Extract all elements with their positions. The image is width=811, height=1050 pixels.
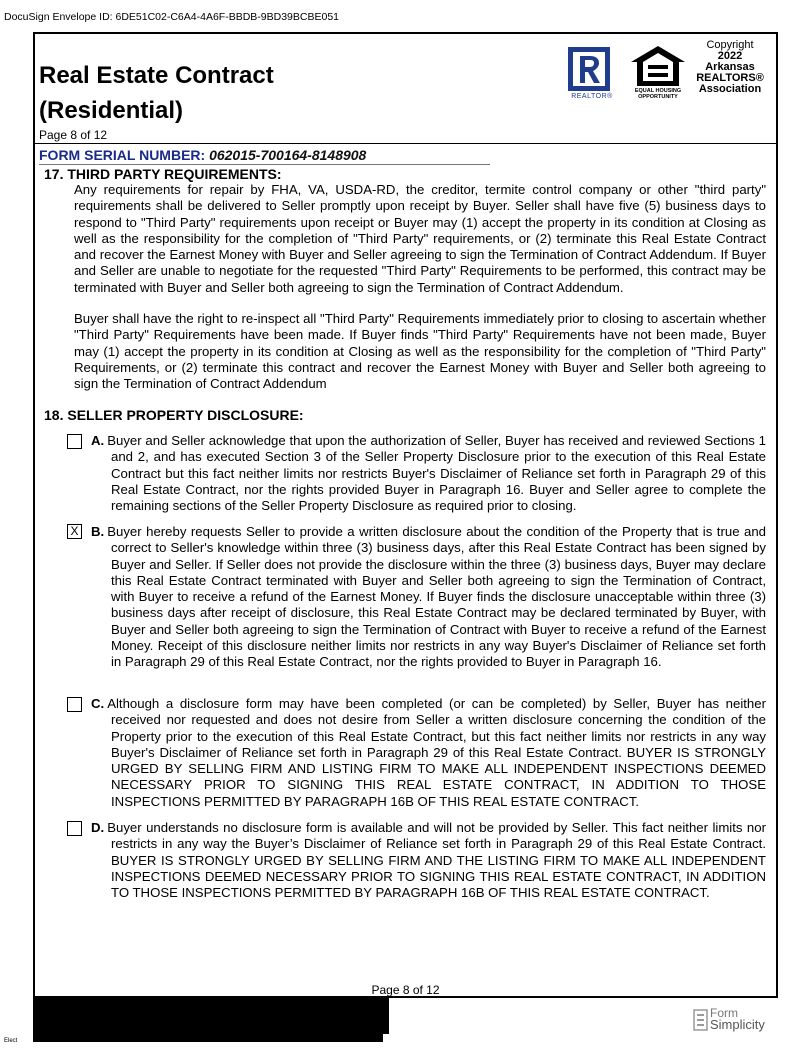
option-d-text: Buyer understands no disclosure form is available and will not be provided by Seller. This fact neither limits nor restricts in any way the Buyer’s Disclaimer of Reliance set forth in Paragraph 29 of this Real Estate Contract. BUYER IS STRONGLY URGED BY SELLING FIRM AND THE LISTING FIRM TO MAKE ALL INDEPENDENT INSPECTIONS DEEMED NECESSARY PRIOR TO SIGNING THIS REAL ESTATE CONTRACT, IN ADDITION TO THOSE INSPECTIONS PERMITTED BY PARAGRAPH 16B OF THIS REAL ESTATE CONTRACT. [107,820,766,901]
elect-caption: Elect [4,1038,18,1044]
form-serial-number [39,147,366,163]
form-serial-value: 062015-700164-8148908 [209,147,367,163]
equal-housing-line1: EQUAL HOUSING [634,88,682,94]
section-18-heading: 18. SELLER PROPERTY DISCLOSURE: [44,407,304,423]
copyright-association: Association [698,83,762,95]
document-title-line1: Real Estate Contract [39,62,274,89]
equal-housing-caption [624,88,692,100]
form-simplicity-icon [693,1009,709,1031]
option-c [91,696,766,810]
option-d-letter: D. [91,820,105,835]
option-a-letter: A. [91,433,105,448]
option-a-checkbox[interactable] [67,434,82,449]
option-b-text: Buyer hereby requests Seller to provide a written disclosure about the condition of the Property that is true and correct to Seller's knowledge within three (3) business days, after this Real Estate Contract has been signed by Buyer and Seller. If Seller does not provide the disclosure within the three (3) business days, Buyer may declare this Real Estate Contract terminated with Buyer and Seller both agreeing to sign the Termination of Contract, with Buyer to receive a refund of the Earnest Money. If Buyer finds the disclosure unacceptable within three (3) business days after receipt of disclosure, this Real Estate Contract may be declared terminated by Buyer, with Buyer and Seller both agreeing to sign the Termination of Contract with Buyer to receive a refund of the Earnest Money. Receipt of this disclosure neither limits nor restricts in any way Buyer's Disclaimer of Reliance set forth in Paragraph 29 of this Real Estate Contract, nor the rights provided to Buyer in Paragraph 16. [107,524,766,670]
document-title-line2: (Residential) [39,97,184,124]
redaction-strip [33,1034,383,1042]
form-serial-label: FORM SERIAL NUMBER: [39,147,210,163]
copyright-block [694,40,766,95]
option-d-checkbox[interactable] [67,821,82,836]
page-number-bottom: Page 8 of 12 [371,983,440,997]
header-divider [35,143,776,144]
realtor-logo-icon [568,47,610,91]
option-c-text: Although a disclosure form may have been completed (or can be completed) by Seller, Buyer has neither received nor requested and does not desire from Seller a written disclosure concerning the condition of the Property prior to the execution of this Real Estate Contract, but this fact neither limits nor restricts in any way Buyer's Disclaimer of Reliance set forth in Paragraph 29 of this Real Estate Contract. BUYER IS STRONGLY URGED BY SELLING FIRM AND LISTING FIRM TO MAKE ALL INDEPENDENT INSPECTIONS DEEMED NECESSARY PRIOR TO SIGNING THIS REAL ESTATE CONTRACT, IN ADDITION TO THOSE INSPECTIONS PERMITTED BY PARAGRAPH 16B OF THIS REAL ESTATE CONTRACT. [107,696,766,809]
option-b-checkbox[interactable]: X [67,524,82,539]
copyright-year: 2022 [717,50,743,62]
equal-housing-icon [628,44,688,88]
option-a-text: Buyer and Seller acknowledge that upon the authorization of Seller, Buyer has received and reviewed Sections 1 and 2, and has executed Section 3 of the Seller Property Disclosure prior to the execution of this Real Estate Contract but this fact neither limits nor restricts Buyer's Disclaimer of Reliance set forth in Paragraph 29 of this Real Estate Contract, nor the rights provided Buyer in Paragraph 16. Buyer and Seller agree to complete the remaining sections of the Seller Property Disclosure as required prior to closing. [107,433,766,514]
equal-housing-line2: OPPORTUNITY [638,94,678,100]
serial-underline [39,164,490,165]
copyright-label: Copyright [706,39,754,51]
redaction-block [33,998,389,1034]
page-number-top: Page 8 of 12 [39,128,108,142]
option-b [91,524,766,671]
option-b-letter: B. [91,524,105,539]
section-17-paragraph-2: Buyer shall have the right to re-inspect all "Third Party" Requirements immediately prior to closing to ascertain whether "Third Party" Requirements have been made. If Buyer finds "Third Party" Requirements have not been made, Buyer may (1) accept the property in its condition at Closing as well as the responsibility for the completion of "Third Party" Requirements, or (2) terminate this contract and recover the Earnest Money with Buyer and Seller both agreeing to sign the Termination of Contract Addendum [74,311,766,392]
option-d [91,820,766,901]
section-17-paragraph-1: Any requirements for repair by FHA, VA, USDA-RD, the creditor, termite control company or other "third party" requirements shall be delivered to Seller promptly upon receipt by Buyer. Seller shall have five (5) business days to respond to "Third Party" requirements upon receipt or Buyer may (1) accept the property in its condition at Closing as well as the responsibility for the completion of "Third Party" requirements, or (2) terminate this Real Estate Contract and recover the Earnest Money with Buyer and Seller agreeing to sign the Termination of Contract Addendum. If Buyer and Seller are unable to negotiate for the requested "Third Party" Requirements to be performed, this contract may be terminated with Buyer and Seller both agreeing to sign the Termination of Contract Addendum. [74,182,766,295]
form-simplicity-logo-text [710,1007,765,1031]
realtor-caption: REALTOR® [571,93,613,100]
docusign-envelope-id: DocuSign Envelope ID: 6DE51C02-C6A4-4A6F-BBDB-9BD39BCBE051 [4,11,340,23]
option-c-letter: C. [91,696,105,711]
option-c-checkbox[interactable] [67,697,82,712]
option-a [91,433,766,514]
copyright-state: Arkansas [705,61,755,73]
copyright-realtors: REALTORS® [696,72,764,84]
form-simplicity-line2: Simplicity [710,1017,765,1032]
section-17-heading: 17. THIRD PARTY REQUIREMENTS: [44,166,282,182]
form-simplicity-line1: Form [710,1006,738,1020]
